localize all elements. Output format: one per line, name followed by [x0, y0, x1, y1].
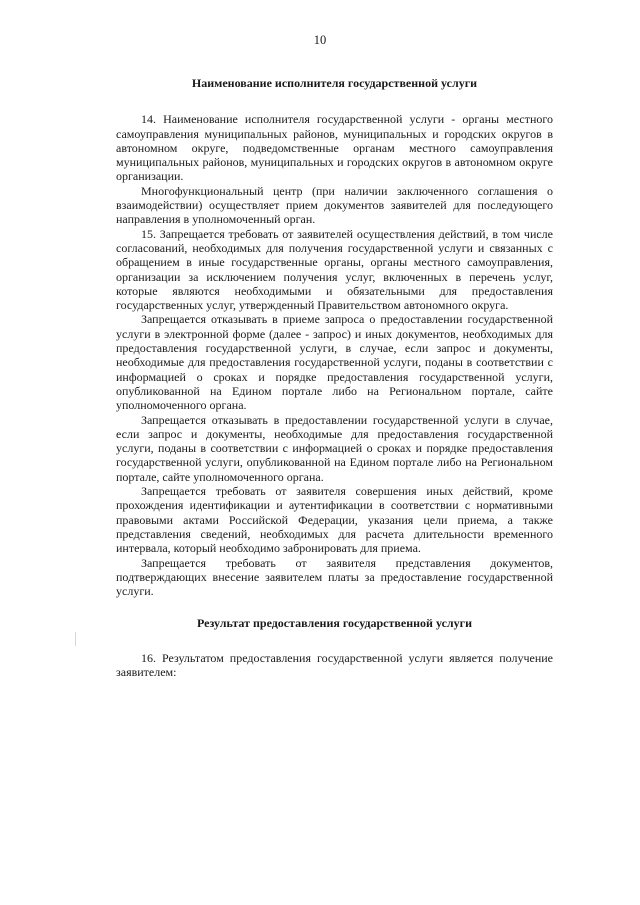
paragraph-other-actions: Запрещается требовать от заявителя совершения иных действий, кроме прохождения идентификации и аутентификации в соответствии с нормативными правовыми актами Российской Федерации, указания цели приема, а также представления сведений, необходимых для расчета длительности временного интервала, который необходимо забронировать для приема. — [116, 484, 553, 556]
page-number: 10 — [313, 33, 327, 47]
paragraph-refuse-reception: Запрещается отказывать в приеме запроса о предоставлении государственной услуги в электронной форме (далее - запрос) и иных документов, необходимых для предоставления государственной услуги, в случае, если запрос и документы, необходимые для предоставления государственной услуги, поданы в соответствии с информацией о сроках и порядке предоставления государственной услуги, опубликованной на Едином портале либо на Региональном портале, сайте уполномоченного органа. — [116, 312, 553, 413]
paragraph-14: 14. Наименование исполнителя государственной услуги - органы местного самоуправления муниципальных районов, муниципальных и городских округов в автономном округе, подведомственные органам местного самоуправления муниципальных районов, муниципальных и городских округов в автономном округе организации. — [116, 112, 553, 184]
paragraph-refuse-provision: Запрещается отказывать в предоставлении государственной услуги в случае, если запрос и документы, необходимые для предоставления государственной услуги, поданы в соответствии с информацией о сроках и порядке предоставления государственной услуги, опубликованной на Едином портале либо на Региональном портале, сайте уполномоченного органа. — [116, 412, 553, 484]
document-body — [116, 76, 553, 679]
paragraph-15: 15. Запрещается требовать от заявителей осуществления действий, в том числе согласований, необходимых для получения государственной услуги и связанных с обращением в иные государственные органы, органы местного самоуправления, организации за исключением получения услуг, включенных в перечень услуг, которые являются необходимыми и обязательными для предоставления государственных услуг, утвержденный Правительством автономного округа. — [116, 226, 553, 313]
section-heading-result: Результат предоставления государственной услуги — [196, 616, 473, 631]
margin-mark — [75, 632, 78, 646]
paragraph-payment-documents: Запрещается требовать от заявителя представления документов, подтверждающих внесение заявителем платы за предоставление государственной услуги. — [116, 555, 553, 599]
paragraph-16: 16. Результатом предоставления государственной услуги является получение заявителем: — [116, 650, 553, 679]
paragraph-mfc: Многофункциональный центр (при наличии заключенного соглашения о взаимодействии) осуществляет прием документов заявителей для последующего направления в уполномоченный орган. — [116, 183, 553, 227]
section-heading-executor: Наименование исполнителя государственной услуги — [191, 76, 478, 90]
